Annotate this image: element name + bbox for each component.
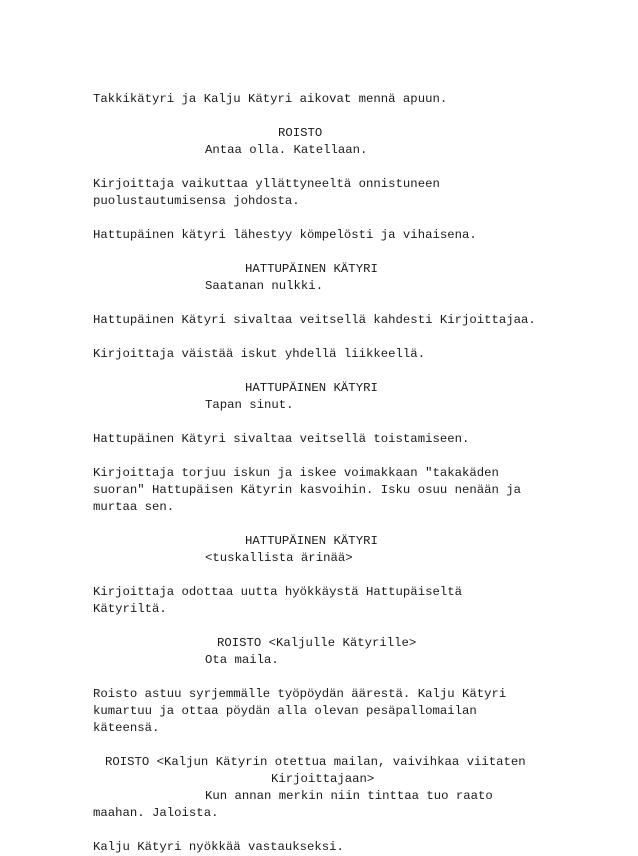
action-line: Kalju Kätyri nyökkää vastaukseksi. <box>93 840 344 854</box>
dialogue-line: Tapan sinut. <box>205 398 294 412</box>
action-line: Roisto astuu syrjemmälle työpöydän äärestä. Kalju Kätyri <box>93 687 507 701</box>
action-line: Kirjoittaja torjuu iskun ja iskee voimakkaan "takakäden <box>93 466 499 480</box>
action-line: suoran" Hattupäisen Kätyrin kasvoihin. Isku osuu nenään ja <box>93 483 522 497</box>
character-name: ROISTO <Kaljun Kätyrin otettua mailan, vaivihkaa viitaten <box>105 755 526 769</box>
script-content <box>93 91 563 856</box>
dialogue-line: <tuskallista ärinää> <box>205 551 353 565</box>
action-line: Hattupäinen Kätyri sivaltaa veitsellä kahdesti Kirjoittajaa. <box>93 313 536 327</box>
character-name: ROISTO <box>278 126 323 140</box>
action-line: Takkikätyri ja Kalju Kätyri aikovat mennä apuun. <box>93 92 448 106</box>
character-name: Kirjoittajaan> <box>271 772 375 786</box>
action-line: Hattupäinen Kätyri sivaltaa veitsellä toistamiseen. <box>93 432 470 446</box>
action-line: käteensä. <box>93 721 160 735</box>
character-name: ROISTO <Kaljulle Kätyrille> <box>217 636 417 650</box>
dialogue-line: Antaa olla. Katellaan. <box>205 143 368 157</box>
action-line: Kirjoittaja väistää iskut yhdellä liikkeellä. <box>93 347 426 361</box>
dialogue-line: Kun annan merkin niin tinttaa tuo raato <box>205 789 493 803</box>
action-line: kumartuu ja ottaa pöydän alla olevan pesäpallomailan <box>93 704 477 718</box>
action-line: Kätyriltä. <box>93 602 167 616</box>
dialogue-line: Ota maila. <box>205 653 279 667</box>
dialogue-line: maahan. Jaloista. <box>93 806 219 820</box>
action-line: Hattupäinen kätyri lähestyy kömpelösti ja vihaisena. <box>93 228 477 242</box>
dialogue-line: Saatanan nulkki. <box>205 279 324 293</box>
action-line: Kirjoittaja vaikuttaa yllättyneeltä onnistuneen <box>93 177 440 191</box>
character-name: HATTUPÄINEN KÄTYRI <box>245 381 378 395</box>
character-name: HATTUPÄINEN KÄTYRI <box>245 262 378 276</box>
action-line: puolustautumisensa johdosta. <box>93 194 300 208</box>
action-line: Kirjoittaja odottaa uutta hyökkäystä Hattupäiseltä <box>93 585 462 599</box>
character-name: HATTUPÄINEN KÄTYRI <box>245 534 378 548</box>
action-line: murtaa sen. <box>93 500 175 514</box>
